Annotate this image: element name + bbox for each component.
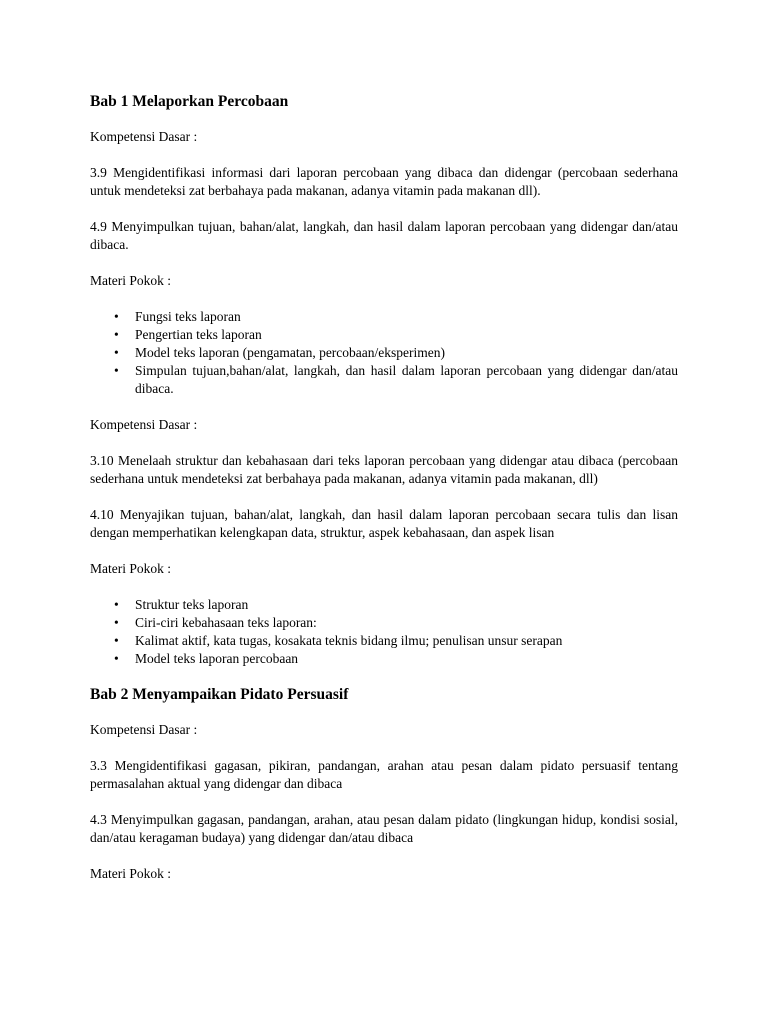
kd-4-3-paragraph: 4.3 Menyimpulkan gagasan, pandangan, arahan, atau pesan dalam pidato (lingkungan hidup, kondisi sosial, dan/atau keragaman budaya) yang didengar dan/atau dibaca [90, 812, 678, 845]
list-item [90, 632, 678, 650]
list-item [90, 344, 678, 362]
list-item-text: Struktur teks laporan [135, 597, 249, 612]
list-item-text: Kalimat aktif, kata tugas, kosakata teknis bidang ilmu; penulisan unsur serapan [135, 633, 563, 648]
kd-4-10-paragraph: 4.10 Menyajikan tujuan, bahan/alat, langkah, dan hasil dalam laporan percobaan secara tulis dan lisan dengan memperhatikan kelengkapan data, struktur, aspek kebahasaan, dan aspek lisan [90, 507, 678, 540]
list-item-text: Ciri-ciri kebahasaan teks laporan: [135, 615, 317, 630]
materi-pokok-label: Materi Pokok : [90, 866, 171, 881]
list-item [90, 650, 678, 668]
list-item-text: Simpulan tujuan,bahan/alat, langkah, dan hasil dalam laporan percobaan yang didengar dan/atau dibaca. [135, 363, 678, 396]
chapter-1-heading: Bab 1 Melaporkan Percobaan [90, 93, 289, 110]
kompetensi-dasar-label: Kompetensi Dasar : [90, 722, 198, 737]
list-item [90, 614, 678, 632]
list-item [90, 326, 678, 344]
bullet-icon: • [114, 633, 119, 648]
kd-3-9-paragraph: 3.9 Mengidentifikasi informasi dari laporan percobaan yang dibaca dan didengar (percobaan sederhana untuk mendeteksi zat berbahaya pada makanan, adanya vitamin pada makanan dll). [90, 165, 678, 198]
list-item [90, 362, 678, 398]
list-item-text: Model teks laporan percobaan [135, 651, 299, 666]
list-item-text: Model teks laporan (pengamatan, percobaan/eksperimen) [135, 345, 445, 360]
list-item [90, 308, 678, 326]
bullet-icon: • [114, 327, 119, 342]
materi-pokok-label: Materi Pokok : [90, 561, 171, 576]
kd-3-10-paragraph: 3.10 Menelaah struktur dan kebahasaan dari teks laporan percobaan yang didengar atau dibaca (percobaan sederhana untuk mendeteksi zat berbahaya pada makanan, adanya vitamin pada makanan, dll) [90, 453, 678, 486]
list-item [90, 596, 678, 614]
materi-pokok-list-2 [90, 596, 678, 668]
bullet-icon: • [114, 651, 119, 666]
bullet-icon: • [114, 345, 119, 360]
kd-3-3-paragraph: 3.3 Mengidentifikasi gagasan, pikiran, pandangan, arahan atau pesan dalam pidato persuasif tentang permasalahan aktual yang didengar dan dibaca [90, 758, 678, 791]
list-item-text: Pengertian teks laporan [135, 327, 262, 342]
chapter-2-heading: Bab 2 Menyampaikan Pidato Persuasif [90, 686, 349, 703]
bullet-icon: • [114, 309, 119, 324]
bullet-icon: • [114, 615, 119, 630]
bullet-icon: • [114, 363, 119, 378]
materi-pokok-list-1 [90, 308, 678, 398]
materi-pokok-label: Materi Pokok : [90, 273, 171, 288]
kompetensi-dasar-label: Kompetensi Dasar : [90, 129, 198, 144]
kompetensi-dasar-label: Kompetensi Dasar : [90, 417, 198, 432]
list-item-text: Fungsi teks laporan [135, 309, 241, 324]
kd-4-9-paragraph: 4.9 Menyimpulkan tujuan, bahan/alat, langkah, dan hasil dalam laporan percobaan yang didengar dan/atau dibaca. [90, 219, 678, 252]
bullet-icon: • [114, 597, 119, 612]
